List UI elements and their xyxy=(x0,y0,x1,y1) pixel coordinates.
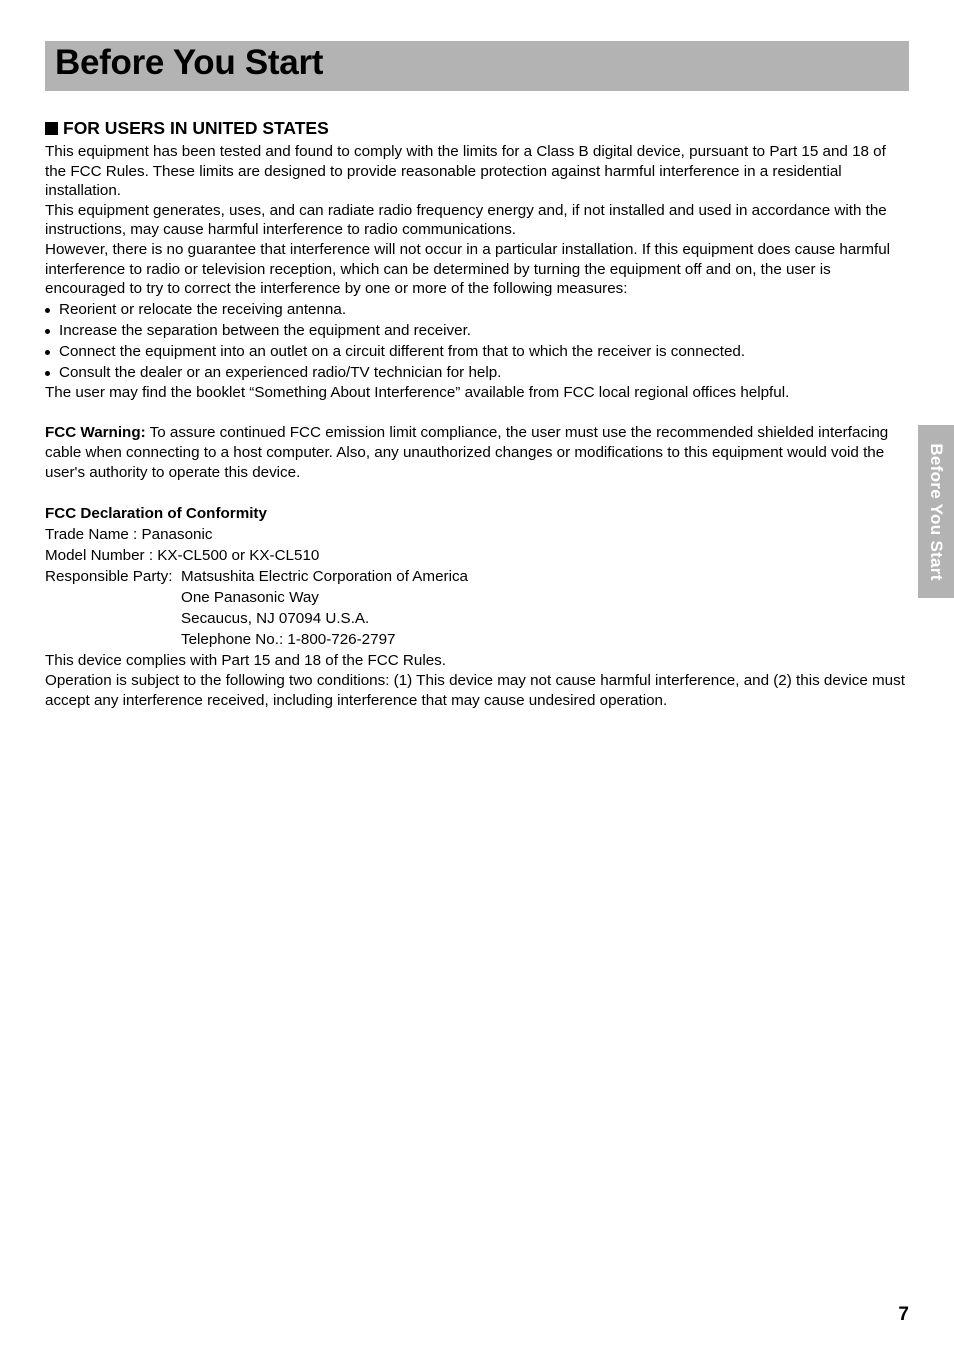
list-item xyxy=(45,320,911,341)
section-heading xyxy=(45,116,911,140)
declaration-heading: FCC Declaration of Conformity xyxy=(45,505,267,523)
list-item xyxy=(45,299,911,320)
paragraph-fcc-warning xyxy=(45,423,911,482)
paragraph-radiation: This equipment generates, uses, and can radiate radio frequency energy and, if not installed and used in accordance with the instructions, may cause harmful interference to radio communications. xyxy=(45,201,887,239)
page-title: Before You Start xyxy=(55,43,324,82)
list-item-text: Increase the separation between the equipment and receiver. xyxy=(59,321,472,339)
model-number: Model Number : KX-CL500 or KX-CL510 xyxy=(45,547,320,565)
document-body xyxy=(45,116,911,710)
bullet-icon xyxy=(45,350,50,355)
responsible-party-name: Matsushita Electric Corporation of America xyxy=(181,568,468,586)
side-tab xyxy=(918,425,954,598)
bullet-icon xyxy=(45,329,50,334)
responsible-party-label: Responsible Party: xyxy=(45,568,173,586)
list-item xyxy=(45,341,911,362)
party-telephone-line: Telephone No.: 1-800-726-2797 xyxy=(181,631,396,649)
operation-conditions: Operation is subject to the following two conditions: (1) This device may not cause harmful interference, and (2) this device must accept any interference received, including interference that may cause undesired operation. xyxy=(45,672,905,709)
side-tab-label: Before You Start xyxy=(927,442,946,581)
paragraph-no-guarantee: However, there is no guarantee that interference will not occur in a particular installation. If this equipment does cause harmful interference to radio or television reception, which can be determined by turning the equipment off and on, the user is encouraged to try to correct the interference by one or more of the following measures: xyxy=(45,240,891,298)
bullet-icon xyxy=(45,308,50,313)
responsible-party-row xyxy=(45,566,911,587)
list-item-text: Reorient or relocate the receiving antenna. xyxy=(59,300,347,318)
paragraph-booklet: The user may find the booklet “Something About Interference” available from FCC local regional offices helpful. xyxy=(45,383,790,401)
complies-statement: This device complies with Part 15 and 18 of the FCC Rules. xyxy=(45,652,446,670)
list-item-text: Connect the equipment into an outlet on a circuit different from that to which the receiver is connected. xyxy=(59,342,746,360)
list-item xyxy=(45,362,911,383)
paragraph-compliance: This equipment has been tested and found to comply with the limits for a Class B digital device, pursuant to Part 15 and 18 of the FCC Rules. These limits are designed to provide reasonable protection against harmful interference in a residential installation. xyxy=(45,143,886,200)
measures-list xyxy=(45,299,911,383)
page-title-bar xyxy=(45,41,909,91)
black-square-icon xyxy=(45,122,58,135)
party-city-line: Secaucus, NJ 07094 U.S.A. xyxy=(181,610,370,628)
bullet-icon xyxy=(45,371,50,376)
page-number: 7 xyxy=(898,1304,909,1325)
trade-name: Trade Name : Panasonic xyxy=(45,526,213,544)
section-heading-text: FOR USERS IN UNITED STATES xyxy=(63,118,329,138)
party-address-line: One Panasonic Way xyxy=(181,589,319,607)
fcc-warning-label: FCC Warning: xyxy=(45,424,146,442)
fcc-warning-text: To assure continued FCC emission limit compliance, the user must use the recommended shielded interfacing cable when connecting to a host computer. Also, any unauthorized changes or modifications to this equipment would void the user's authority to operate this device. xyxy=(45,424,889,481)
list-item-text: Consult the dealer or an experienced radio/TV technician for help. xyxy=(59,363,502,381)
